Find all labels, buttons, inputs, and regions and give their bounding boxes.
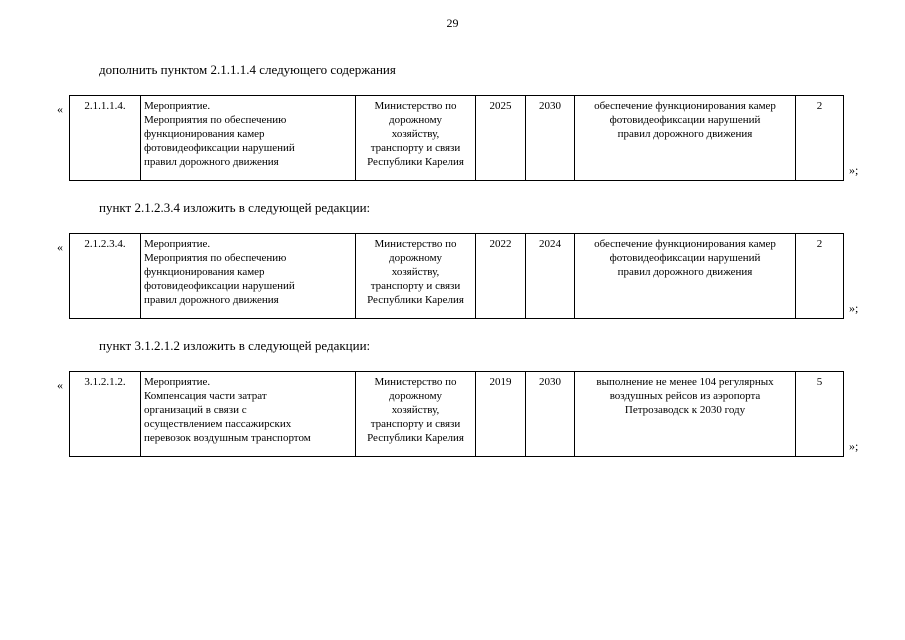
executor-line: Министерство по: [374, 100, 457, 112]
description-line: Мероприятия по обеспечению: [144, 114, 287, 126]
executor-line: Республики Карелия: [367, 294, 464, 306]
description-line: функционирования камер: [144, 128, 265, 140]
item-number: 3.1.2.1.2.: [70, 372, 141, 457]
indicator-number: 5: [796, 372, 844, 457]
result-line: фотовидеофиксации нарушений: [609, 252, 761, 264]
item-number: 2.1.1.1.4.: [70, 96, 141, 181]
executor-line: дорожному: [388, 390, 443, 402]
description-line: фотовидеофиксации нарушений: [144, 142, 295, 154]
description-line: функционирования камер: [144, 266, 265, 278]
description-line: Мероприятие.: [144, 376, 211, 388]
item-result: [575, 234, 796, 319]
page-number: 29: [446, 16, 459, 30]
item-executor: [356, 372, 476, 457]
executor-line: Республики Карелия: [367, 432, 464, 444]
result-line: воздушных рейсов из аэропорта: [609, 390, 761, 402]
amendment-table-1: [69, 95, 844, 181]
executor-line: транспорту и связи: [370, 280, 461, 292]
item-description: [141, 234, 356, 319]
executor-line: транспорту и связи: [370, 418, 461, 430]
open-quote-2: «: [57, 240, 63, 254]
table-row: [70, 234, 844, 319]
result-line: правил дорожного движения: [617, 266, 753, 278]
table-row: [70, 96, 844, 181]
description-line: правил дорожного движения: [144, 294, 279, 306]
executor-line: Министерство по: [374, 376, 457, 388]
close-quote-3: »;: [849, 439, 859, 453]
table-row: [70, 372, 844, 457]
open-quote-1: «: [57, 102, 63, 116]
amendment-intro-2: пункт 2.1.2.3.4 изложить в следующей редакции:: [99, 200, 371, 215]
end-year: 2030: [526, 96, 575, 181]
start-year: 2025: [476, 96, 526, 181]
result-line: обеспечение функционирования камер: [594, 238, 776, 250]
start-year: 2019: [476, 372, 526, 457]
amendment-intro-3: пункт 3.1.2.1.2 изложить в следующей редакции:: [99, 338, 371, 353]
amendment-intro-1: дополнить пунктом 2.1.1.1.4 следующего содержания: [99, 62, 396, 77]
description-line: перевозок воздушным транспортом: [144, 432, 311, 444]
item-description: [141, 96, 356, 181]
executor-line: Министерство по: [374, 238, 457, 250]
end-year: 2024: [526, 234, 575, 319]
result-line: правил дорожного движения: [617, 128, 753, 140]
description-line: Мероприятие.: [144, 100, 211, 112]
description-line: Мероприятие.: [144, 238, 211, 250]
item-result: [575, 372, 796, 457]
indicator-number: 2: [796, 234, 844, 319]
amendment-table-2: [69, 233, 844, 319]
close-quote-2: »;: [849, 301, 859, 315]
result-line: обеспечение функционирования камер: [594, 100, 776, 112]
result-line: Петрозаводск к 2030 году: [624, 404, 746, 416]
executor-line: транспорту и связи: [370, 142, 461, 154]
executor-line: хозяйству,: [391, 404, 440, 416]
item-number: 2.1.2.3.4.: [70, 234, 141, 319]
amendment-table-3: [69, 371, 844, 457]
executor-line: дорожному: [388, 252, 443, 264]
item-description: [141, 372, 356, 457]
open-quote-3: «: [57, 378, 63, 392]
description-line: осуществлением пассажирских: [144, 418, 292, 430]
end-year: 2030: [526, 372, 575, 457]
description-line: фотовидеофиксации нарушений: [144, 280, 295, 292]
description-line: Компенсация части затрат: [144, 390, 267, 402]
indicator-number: 2: [796, 96, 844, 181]
executor-line: хозяйству,: [391, 266, 440, 278]
description-line: Мероприятия по обеспечению: [144, 252, 287, 264]
result-line: выполнение не менее 104 регулярных: [596, 376, 774, 388]
description-line: правил дорожного движения: [144, 156, 279, 168]
result-line: фотовидеофиксации нарушений: [609, 114, 761, 126]
executor-line: хозяйству,: [391, 128, 440, 140]
executor-line: дорожному: [388, 114, 443, 126]
executor-line: Республики Карелия: [367, 156, 464, 168]
start-year: 2022: [476, 234, 526, 319]
item-result: [575, 96, 796, 181]
item-executor: [356, 96, 476, 181]
item-executor: [356, 234, 476, 319]
close-quote-1: »;: [849, 163, 859, 177]
description-line: организаций в связи с: [144, 404, 247, 416]
